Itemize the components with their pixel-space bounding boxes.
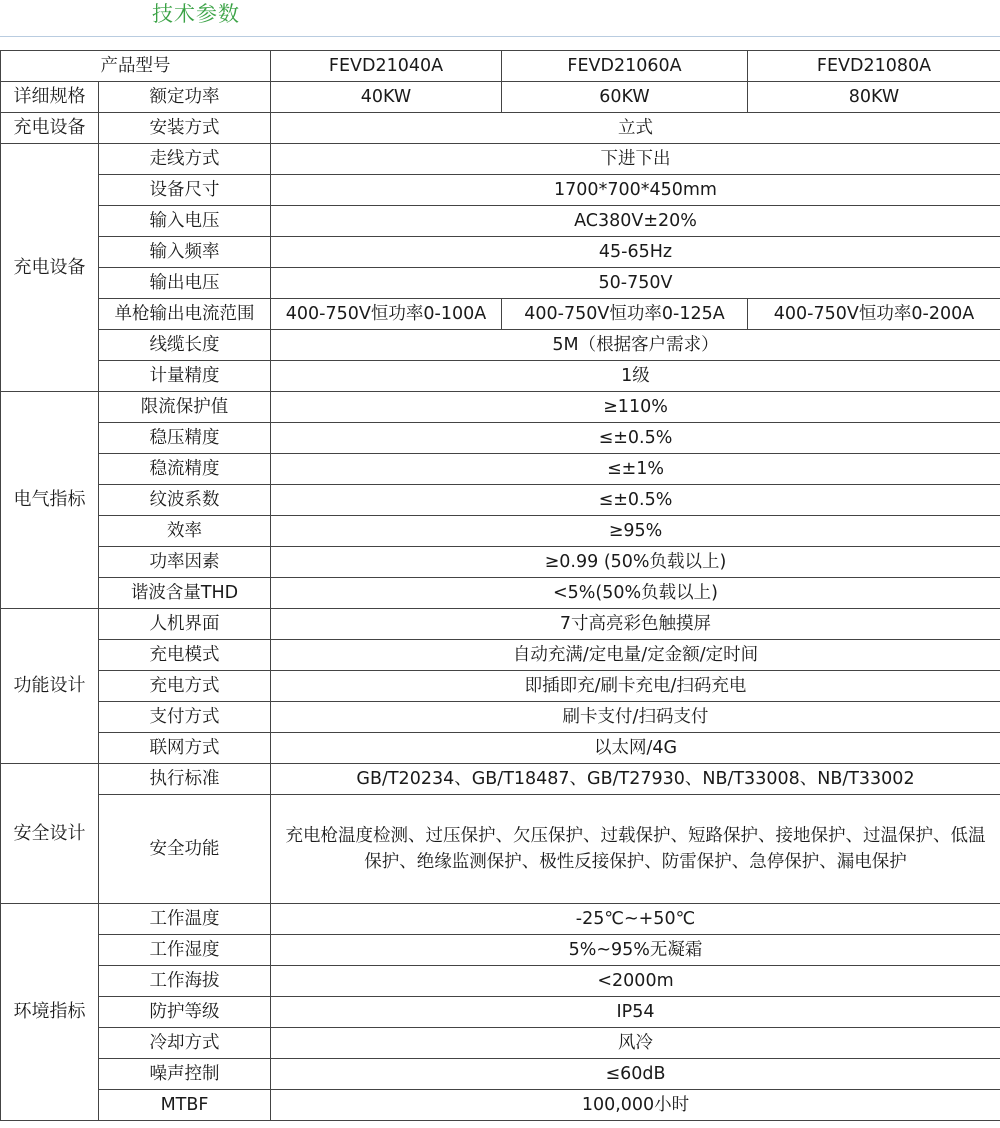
row-value: ≤60dB [271, 1059, 1000, 1090]
row-label: 冷却方式 [99, 1028, 271, 1059]
row-value: ≥110% [271, 392, 1000, 423]
row-value: 充电枪温度检测、过压保护、欠压保护、过载保护、短路保护、接地保护、过温保护、低温保护、绝缘监测保护、极性反接保护、防雷保护、急停保护、漏电保护 [271, 795, 1000, 904]
row-value: 1级 [271, 361, 1000, 392]
row-label: 工作海拔 [99, 966, 271, 997]
row-value: 80KW [748, 82, 1000, 113]
table-row [1, 671, 1000, 702]
table-row [1, 175, 1000, 206]
table-row [1, 702, 1000, 733]
row-label: 安全功能 [99, 795, 271, 904]
row-label: 计量精度 [99, 361, 271, 392]
row-label: 稳压精度 [99, 423, 271, 454]
row-value: 400-750V恒功率0-100A [271, 299, 502, 330]
table-row [1, 1059, 1000, 1090]
row-label: 线缆长度 [99, 330, 271, 361]
row-value: 5M（根据客户需求） [271, 330, 1000, 361]
table-row [1, 609, 1000, 640]
table-row [1, 1028, 1000, 1059]
row-value: <5%(50%负载以上) [271, 578, 1000, 609]
table-row [1, 392, 1000, 423]
row-value: ≤±1% [271, 454, 1000, 485]
row-label: 充电方式 [99, 671, 271, 702]
table-row [1, 454, 1000, 485]
row-label: 效率 [99, 516, 271, 547]
group-electrical: 电气指标 [1, 392, 99, 609]
spec-table [0, 50, 1000, 1121]
row-value: 以太网/4G [271, 733, 1000, 764]
row-label: MTBF [99, 1090, 271, 1121]
row-label: 走线方式 [99, 144, 271, 175]
row-value: 45-65Hz [271, 237, 1000, 268]
row-label: 纹波系数 [99, 485, 271, 516]
table-row [1, 113, 1000, 144]
table-row [1, 966, 1000, 997]
table-row [1, 1090, 1000, 1121]
model-2: FEVD21060A [502, 51, 748, 82]
table-row [1, 578, 1000, 609]
row-value: 40KW [271, 82, 502, 113]
row-label: 额定功率 [99, 82, 271, 113]
table-row [1, 268, 1000, 299]
row-label: 充电模式 [99, 640, 271, 671]
table-row [1, 935, 1000, 966]
row-value: 自动充满/定电量/定金额/定时间 [271, 640, 1000, 671]
row-value: 1700*700*450mm [271, 175, 1000, 206]
row-value: 400-750V恒功率0-125A [502, 299, 748, 330]
row-label: 执行标准 [99, 764, 271, 795]
model-1: FEVD21040A [271, 51, 502, 82]
row-label: 工作湿度 [99, 935, 271, 966]
row-value: 7寸高亮彩色触摸屏 [271, 609, 1000, 640]
row-label: 谐波含量THD [99, 578, 271, 609]
table-row [1, 904, 1000, 935]
row-label: 设备尺寸 [99, 175, 271, 206]
row-label: 单枪输出电流范围 [99, 299, 271, 330]
row-value: 400-750V恒功率0-200A [748, 299, 1000, 330]
table-row [1, 640, 1000, 671]
row-label: 输出电压 [99, 268, 271, 299]
table-row [1, 237, 1000, 268]
table-row [1, 516, 1000, 547]
row-label: 输入电压 [99, 206, 271, 237]
row-value: 风冷 [271, 1028, 1000, 1059]
table-row [1, 733, 1000, 764]
table-row [1, 82, 1000, 113]
model-header-label: 产品型号 [1, 51, 271, 82]
row-value: AC380V±20% [271, 206, 1000, 237]
table-row [1, 361, 1000, 392]
row-label: 安装方式 [99, 113, 271, 144]
row-value: 60KW [502, 82, 748, 113]
group-spec: 详细规格 [1, 82, 99, 113]
row-label: 防护等级 [99, 997, 271, 1028]
row-value: 即插即充/刷卡充电/扫码充电 [271, 671, 1000, 702]
table-row [1, 206, 1000, 237]
table-row [1, 997, 1000, 1028]
row-label: 输入频率 [99, 237, 271, 268]
row-label: 支付方式 [99, 702, 271, 733]
row-label: 人机界面 [99, 609, 271, 640]
table-row [1, 547, 1000, 578]
row-value: ≤±0.5% [271, 485, 1000, 516]
table-row [1, 795, 1000, 904]
row-label: 工作温度 [99, 904, 271, 935]
row-value: 下进下出 [271, 144, 1000, 175]
section-title: 技术参数 [152, 2, 240, 26]
group-charger: 充电设备 [1, 144, 99, 392]
title-divider [0, 36, 1000, 37]
row-value: 立式 [271, 113, 1000, 144]
group-function: 功能设计 [1, 609, 99, 764]
row-label: 限流保护值 [99, 392, 271, 423]
row-value: GB/T20234、GB/T18487、GB/T27930、NB/T33008、NB/T33002 [271, 764, 1000, 795]
table-row [1, 299, 1000, 330]
table-row [1, 51, 1000, 82]
table-row [1, 764, 1000, 795]
row-value: 100,000小时 [271, 1090, 1000, 1121]
row-value: 5%~95%无凝霜 [271, 935, 1000, 966]
model-3: FEVD21080A [748, 51, 1000, 82]
group-safety: 安全设计 [1, 764, 99, 904]
row-value: 50-750V [271, 268, 1000, 299]
row-value: ≥0.99 (50%负载以上) [271, 547, 1000, 578]
group-environment: 环境指标 [1, 904, 99, 1121]
row-value: 刷卡支付/扫码支付 [271, 702, 1000, 733]
row-value: <2000m [271, 966, 1000, 997]
row-label: 联网方式 [99, 733, 271, 764]
row-label: 功率因素 [99, 547, 271, 578]
row-label: 噪声控制 [99, 1059, 271, 1090]
row-value: IP54 [271, 997, 1000, 1028]
table-row [1, 144, 1000, 175]
group-charger-top: 充电设备 [1, 113, 99, 144]
row-label: 稳流精度 [99, 454, 271, 485]
table-row [1, 330, 1000, 361]
row-value: -25℃~+50℃ [271, 904, 1000, 935]
table-row [1, 423, 1000, 454]
row-value: ≤±0.5% [271, 423, 1000, 454]
table-row [1, 485, 1000, 516]
row-value: ≥95% [271, 516, 1000, 547]
